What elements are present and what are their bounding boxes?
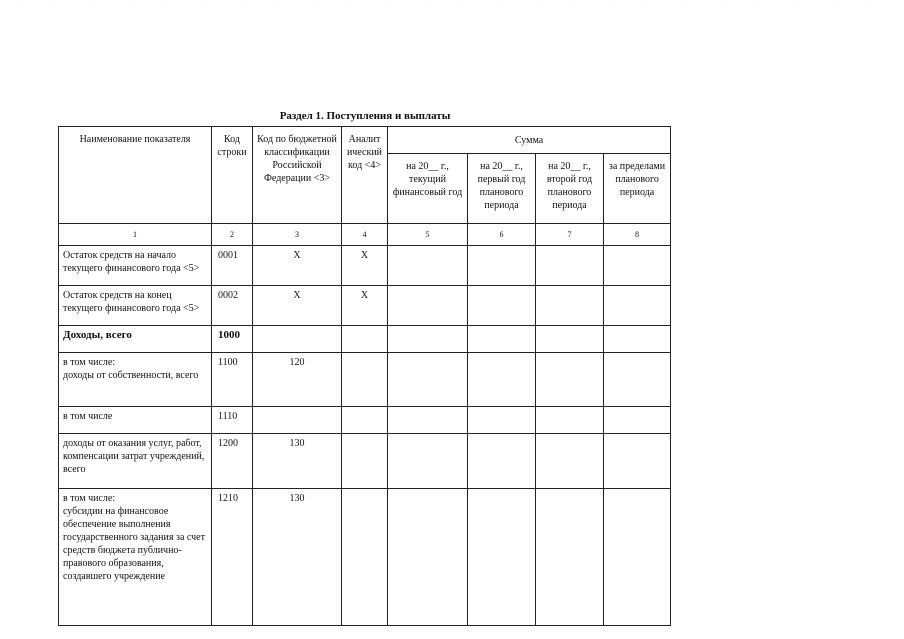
table-row [59,326,671,353]
column-number: 5 [388,224,468,246]
row-sum-cell [388,246,468,286]
row-analytic-code [342,434,388,489]
row-budget-code: 120 [253,353,342,407]
row-analytic-code: X [342,286,388,326]
header-analytic: Аналит ический код <4> [342,127,388,224]
row-sum-cell [604,434,671,489]
section-title: Раздел 1. Поступления и выплаты [279,110,451,122]
row-code: 1000 [212,326,253,353]
row-budget-code: 130 [253,489,342,626]
row-sum-cell [468,326,536,353]
row-analytic-code [342,353,388,407]
header-name: Наименование показателя [59,127,212,224]
header-sum-first-plan-year: на 20__ г., первый год планового периода [468,154,536,224]
row-sum-cell [536,407,604,434]
row-budget-code [253,407,342,434]
row-analytic-code [342,407,388,434]
row-sum-cell [468,407,536,434]
row-sum-cell [536,489,604,626]
column-number: 2 [212,224,253,246]
row-sum-cell [468,353,536,407]
column-number: 1 [59,224,212,246]
row-budget-code: 130 [253,434,342,489]
row-sum-cell [536,246,604,286]
row-sum-cell [388,326,468,353]
row-code: 1210 [212,489,253,626]
table-row [59,286,671,326]
table-row [59,489,671,626]
row-name: Доходы, всего [59,326,212,353]
receipts-payments-table [58,126,671,626]
row-sum-cell [604,286,671,326]
header-sum-beyond-plan: за пределами планового периода [604,154,671,224]
column-number: 4 [342,224,388,246]
table-row [59,353,671,407]
row-sum-cell [536,326,604,353]
column-number: 7 [536,224,604,246]
table-row [59,434,671,489]
row-sum-cell [468,246,536,286]
row-code: 0002 [212,286,253,326]
row-sum-cell [604,489,671,626]
row-sum-cell [388,353,468,407]
row-budget-code [253,326,342,353]
row-sum-cell [468,489,536,626]
header-budget-code: Код по бюджетной классификации Российской Федерации <3> [253,127,342,224]
row-analytic-code [342,489,388,626]
column-number: 3 [253,224,342,246]
row-budget-code: X [253,246,342,286]
table-row [59,246,671,286]
row-name: в том числе: доходы от собственности, всего [59,353,212,407]
row-name: Остаток средств на конец текущего финансового года <5> [59,286,212,326]
row-name: доходы от оказания услуг, работ, компенсации затрат учреждений, всего [59,434,212,489]
row-budget-code: X [253,286,342,326]
row-analytic-code [342,326,388,353]
row-sum-cell [536,286,604,326]
row-name: в том числе: субсидии на финансовое обеспечение выполнения государственного задания за счет средств бюджета публично-правового образования, создавшего учреждение [59,489,212,626]
row-code: 1100 [212,353,253,407]
scan-artifact [0,2,904,6]
row-code: 1110 [212,407,253,434]
row-sum-cell [604,353,671,407]
row-sum-cell [388,407,468,434]
header-sum-second-plan-year: на 20__ г., второй год планового периода [536,154,604,224]
column-number: 6 [468,224,536,246]
row-sum-cell [388,286,468,326]
table-row [59,407,671,434]
row-sum-cell [536,434,604,489]
header-code: Код строки [212,127,253,224]
row-code: 1200 [212,434,253,489]
row-sum-cell [388,489,468,626]
row-code: 0001 [212,246,253,286]
row-sum-cell [536,353,604,407]
row-sum-cell [604,246,671,286]
row-analytic-code: X [342,246,388,286]
row-sum-cell [604,407,671,434]
column-number: 8 [604,224,671,246]
header-sum: Сумма [388,127,671,154]
row-sum-cell [468,286,536,326]
row-name: в том числе [59,407,212,434]
row-sum-cell [468,434,536,489]
row-sum-cell [604,326,671,353]
header-sum-current-year: на 20__ г., текущий финансовый год [388,154,468,224]
row-name: Остаток средств на начало текущего финансового года <5> [59,246,212,286]
row-sum-cell [388,434,468,489]
